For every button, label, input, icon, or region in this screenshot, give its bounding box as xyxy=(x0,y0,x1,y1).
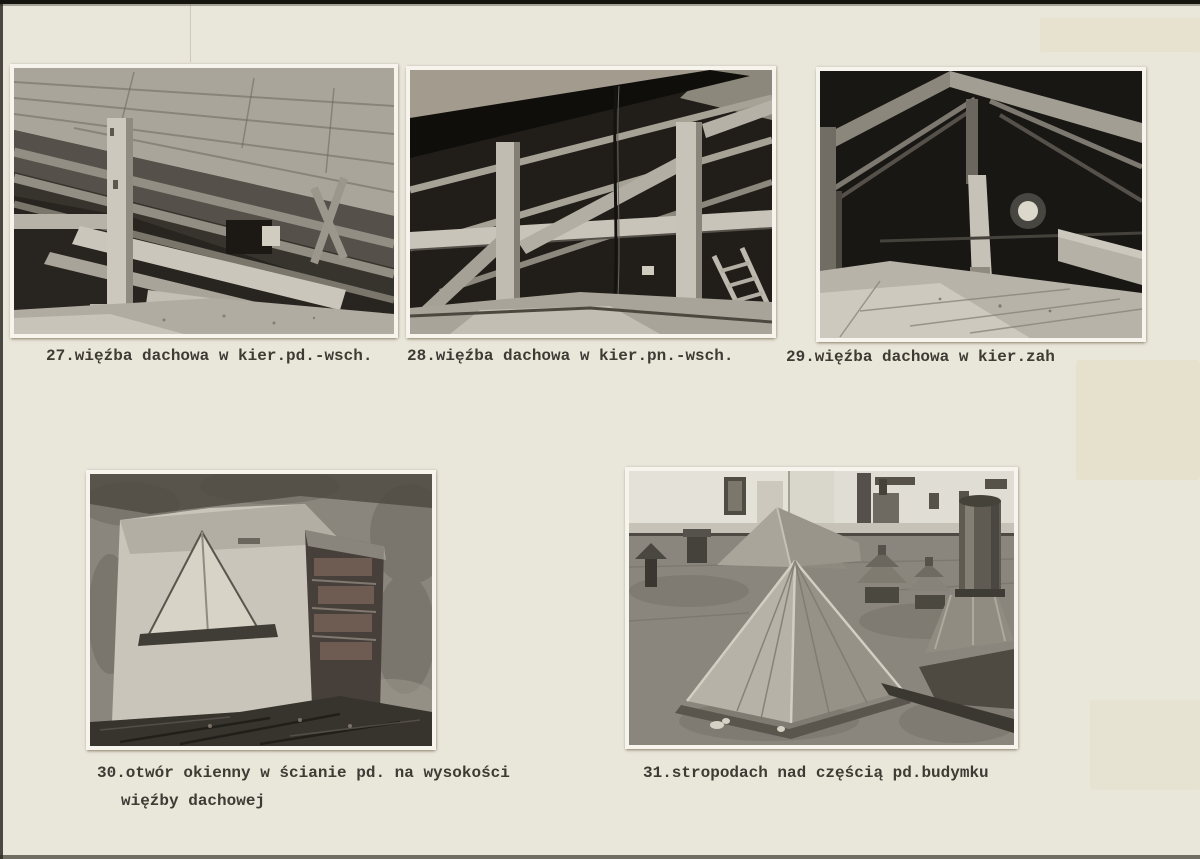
tape-mark xyxy=(1076,360,1200,480)
photo-31-flat-roof-skylights-and-vents xyxy=(625,467,1018,749)
scan-edge-bottom xyxy=(0,855,1200,859)
photo-30-window-opening-south-wall xyxy=(86,470,436,750)
caption-figure-29: 29.więźba dachowa w kier.zah xyxy=(786,348,1055,366)
photo-29-attic-roof-truss-west xyxy=(816,67,1146,342)
caption-figure-30-line2: więźby dachowej xyxy=(121,792,266,810)
photo-28-image xyxy=(410,70,772,334)
photo-28-attic-roof-truss-northeast xyxy=(406,66,776,338)
caption-figure-31: 31.stropodach nad częścią pd.budymku xyxy=(643,764,989,782)
photo-27-image xyxy=(14,68,394,334)
photo-27-attic-roof-truss-southeast xyxy=(10,64,398,338)
caption-figure-27: 27.więźba dachowa w kier.pd.-wsch. xyxy=(46,347,373,365)
scan-edge-left xyxy=(0,4,3,859)
caption-figure-30-line1: 30.otwór okienny w ścianie pd. na wysokości xyxy=(97,764,510,782)
scan-edge-top-fade xyxy=(0,4,1200,6)
photo-29-image xyxy=(820,71,1142,338)
paper-crease xyxy=(190,4,191,62)
photo-31-image xyxy=(629,471,1014,745)
tape-mark xyxy=(1040,18,1200,52)
tape-mark xyxy=(1090,700,1200,790)
photo-30-image xyxy=(90,474,432,746)
caption-figure-28: 28.więźba dachowa w kier.pn.-wsch. xyxy=(407,347,734,365)
